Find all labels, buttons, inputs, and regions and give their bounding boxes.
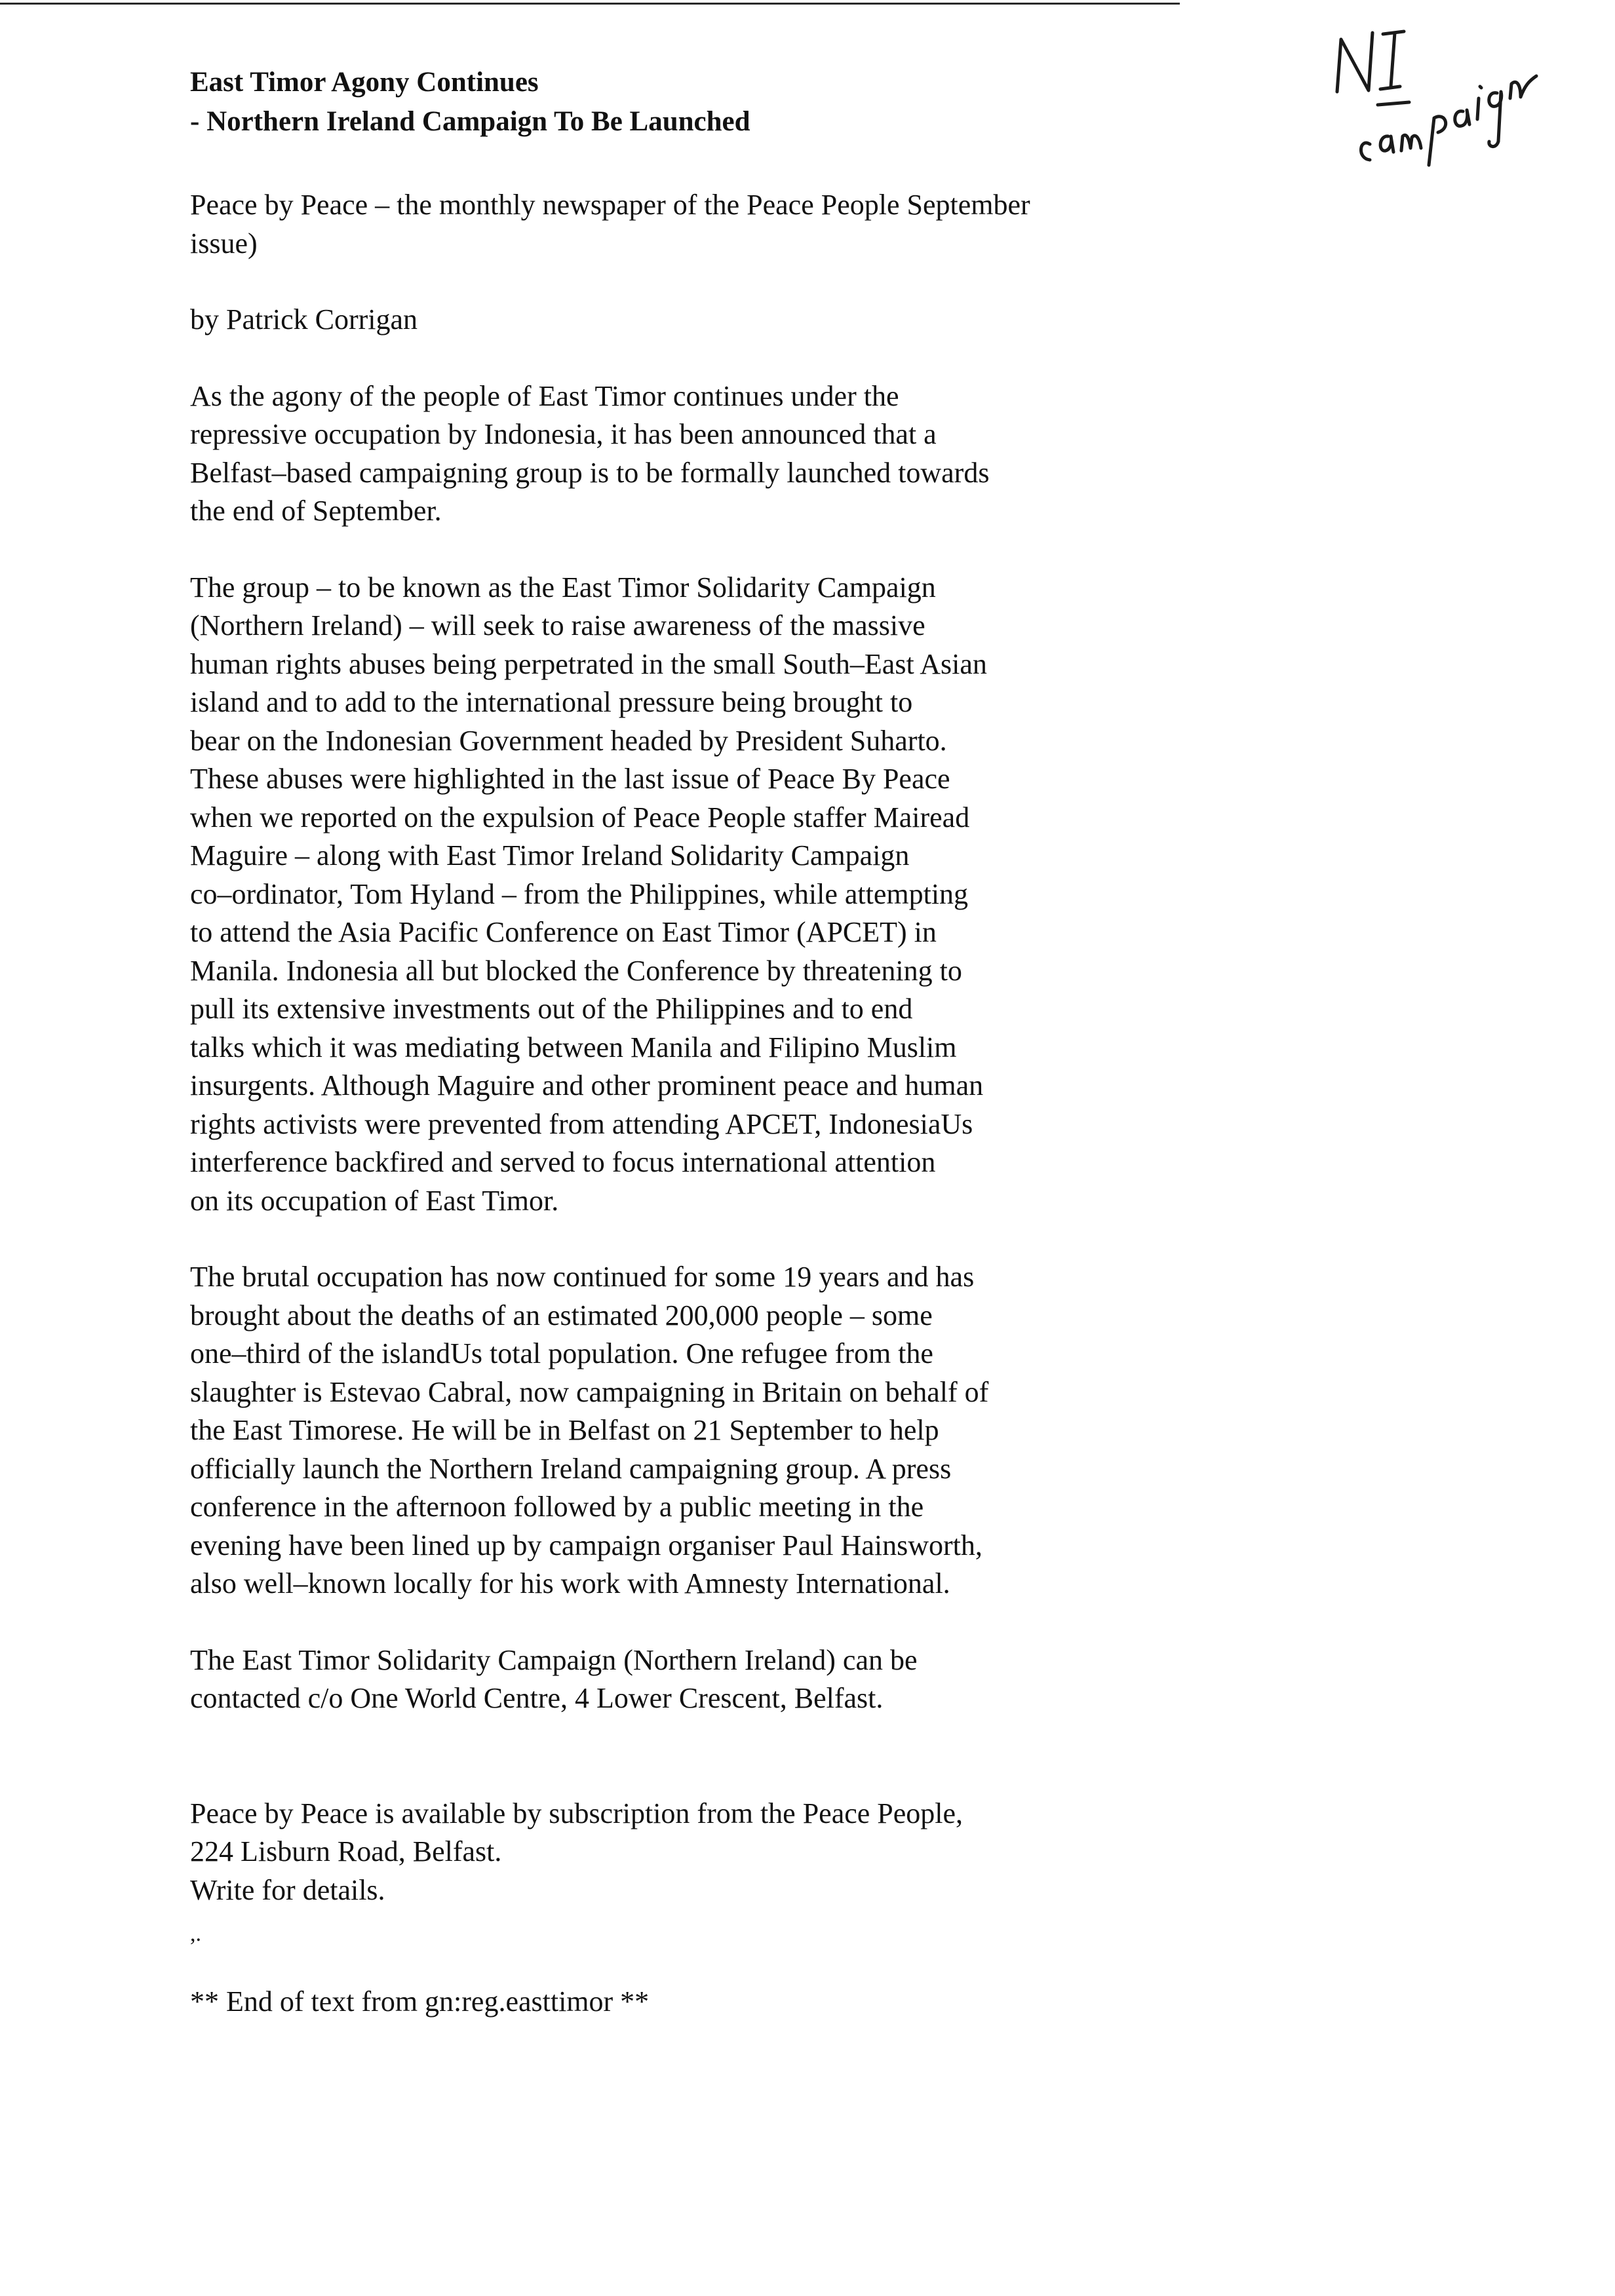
- source-line: Peace by Peace – the monthly newspaper of the Peace People September issue): [190, 189, 1030, 259]
- headline-title: East Timor Agony Continues: [190, 67, 539, 98]
- top-rule: [0, 3, 1180, 5]
- headline-subtitle: - Northern Ireland Campaign To Be Launched: [190, 106, 750, 137]
- handwritten-annotation: [1317, 13, 1580, 170]
- handwritten-annotation-drawing: [1317, 13, 1580, 170]
- paragraph-intro: As the agony of the people of East Timor continues under the repressive occupation by Indonesia, it has been announced that a Belfast–based campaigning group is to be formally launched towards the end of September.: [190, 379, 990, 527]
- paragraph-campaign: The group – to be known as the East Timor Solidarity Campaign (Northern Ireland) – will seek to raise awareness of the massive human rights abuses being perpetrated in the small South–East Asian island and to add to the international pressure being brought to bear on the Indonesian Government headed by President Suharto. These abuses were highlighted in the last issue of Peace By Peace when we reported on the expulsion of Peace People staffer Mairead Maguire – along with East Timor Ireland Solidarity Campaign co–ordinator, Tom Hyland – from the Philippines, while attempting to attend the Asia Pacific Conference on East Timor (APCET) in Manila. Indonesia all but blocked the Conference by threatening to pull its extensive investments out of the Philippines and to end talks which it was mediating between Manila and Filipino Muslim insurgents. Although Maguire and other prominent peace and human rights activists were prevented from attending APCET, IndonesiaUs interference backfired and served to focus international attention on its occupation of East Timor.: [190, 571, 987, 1217]
- byline: by Patrick Corrigan: [190, 303, 418, 335]
- end-of-text-marker: ** End of text from gn:reg.easttimor **: [190, 1985, 650, 2018]
- subscription-note: Peace by Peace is available by subscription from the Peace People, 224 Lisburn Road, Belfast. Write for details.: [190, 1797, 963, 1906]
- article-body: [190, 63, 1213, 2021]
- paragraph-occupation: The brutal occupation has now continued for some 19 years and has brought about the deaths of an estimated 200,000 people – some one–third of the islandUs total population. One refugee from the slaughter is Estevao Cabral, now campaigning in Britain on behalf of the East Timorese. He will be in Belfast on 21 September to help officially launch the Northern Ireland campaigning group. A press conference in the afternoon followed by a public meeting in the evening have been lined up by campaign organiser Paul Hainsworth, also well–known locally for his work with Amnesty International.: [190, 1261, 989, 1599]
- paragraph-contact: The East Timor Solidarity Campaign (Northern Ireland) can be contacted c/o One World Centre, 4 Lower Crescent, Belfast.: [190, 1643, 918, 1714]
- headline-block: [190, 63, 1213, 142]
- stray-mark: ,.: [190, 1922, 201, 1946]
